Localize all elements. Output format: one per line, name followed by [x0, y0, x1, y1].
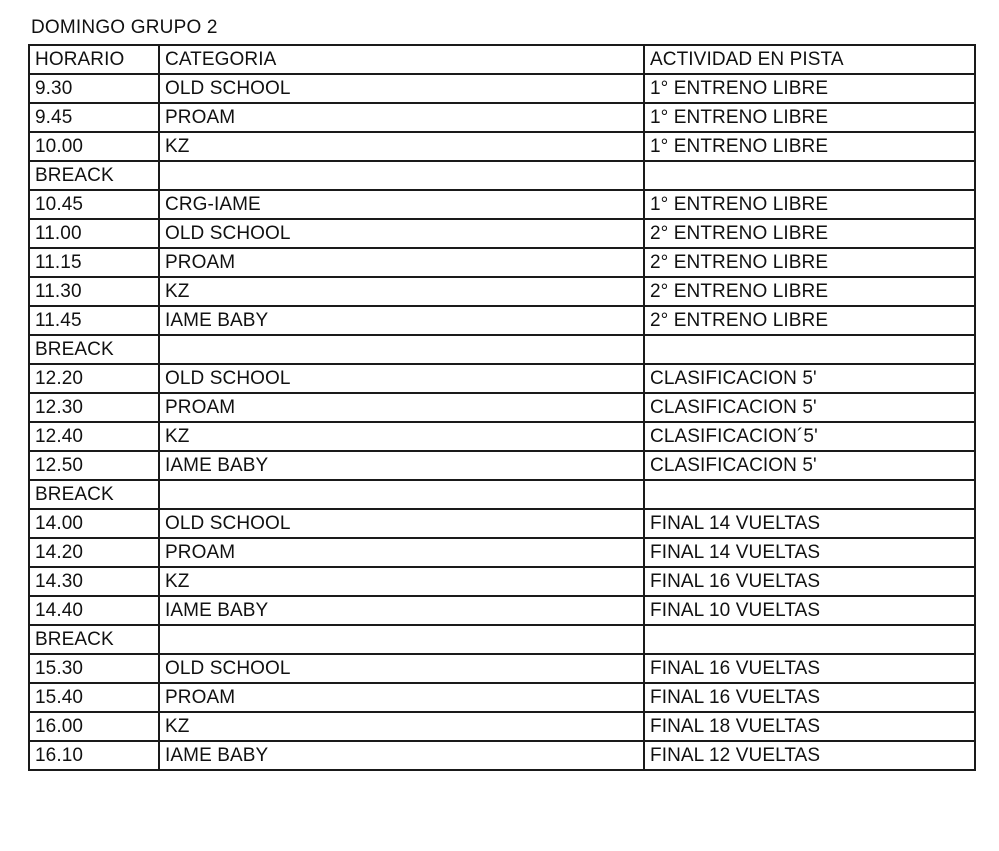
category-cell: PROAM	[159, 683, 644, 712]
activity-cell	[644, 625, 975, 654]
time-cell: 10.45	[29, 190, 159, 219]
time-cell: 11.00	[29, 219, 159, 248]
time-cell: 12.40	[29, 422, 159, 451]
time-cell: 11.45	[29, 306, 159, 335]
activity-cell: 1° ENTRENO LIBRE	[644, 132, 975, 161]
table-row	[29, 538, 975, 567]
table-row	[29, 219, 975, 248]
category-cell: OLD SCHOOL	[159, 74, 644, 103]
category-cell	[159, 335, 644, 364]
activity-cell: 2° ENTRENO LIBRE	[644, 277, 975, 306]
activity-cell: FINAL 14 VUELTAS	[644, 538, 975, 567]
header-cell-horario: HORARIO	[29, 45, 159, 74]
time-cell: 12.50	[29, 451, 159, 480]
time-cell: BREACK	[29, 161, 159, 190]
category-cell: KZ	[159, 277, 644, 306]
time-cell: 16.00	[29, 712, 159, 741]
table-row	[29, 306, 975, 335]
table-row	[29, 190, 975, 219]
time-cell: 14.30	[29, 567, 159, 596]
category-cell: IAME BABY	[159, 306, 644, 335]
category-cell: OLD SCHOOL	[159, 219, 644, 248]
time-cell: 10.00	[29, 132, 159, 161]
table-row	[29, 74, 975, 103]
table-row	[29, 451, 975, 480]
activity-cell: FINAL 12 VUELTAS	[644, 741, 975, 770]
category-cell: OLD SCHOOL	[159, 364, 644, 393]
category-cell: KZ	[159, 712, 644, 741]
activity-cell: 2° ENTRENO LIBRE	[644, 219, 975, 248]
activity-cell: CLASIFICACION´5'	[644, 422, 975, 451]
table-row	[29, 741, 975, 770]
table-row	[29, 393, 975, 422]
table-row	[29, 683, 975, 712]
time-cell: 11.15	[29, 248, 159, 277]
table-row	[29, 335, 975, 364]
activity-cell	[644, 335, 975, 364]
table-row	[29, 248, 975, 277]
activity-cell: 2° ENTRENO LIBRE	[644, 306, 975, 335]
table-row	[29, 161, 975, 190]
activity-cell: CLASIFICACION 5'	[644, 364, 975, 393]
time-cell: 14.00	[29, 509, 159, 538]
table-row	[29, 364, 975, 393]
table-row	[29, 567, 975, 596]
time-cell: 14.20	[29, 538, 159, 567]
activity-cell: 2° ENTRENO LIBRE	[644, 248, 975, 277]
activity-cell: 1° ENTRENO LIBRE	[644, 190, 975, 219]
activity-cell: CLASIFICACION 5'	[644, 451, 975, 480]
time-cell: BREACK	[29, 335, 159, 364]
table-row	[29, 625, 975, 654]
activity-cell: FINAL 16 VUELTAS	[644, 654, 975, 683]
time-cell: 12.30	[29, 393, 159, 422]
time-cell: 14.40	[29, 596, 159, 625]
category-cell: IAME BABY	[159, 596, 644, 625]
category-cell: IAME BABY	[159, 451, 644, 480]
category-cell: OLD SCHOOL	[159, 654, 644, 683]
schedule-table	[28, 44, 976, 771]
category-cell: PROAM	[159, 393, 644, 422]
activity-cell: 1° ENTRENO LIBRE	[644, 103, 975, 132]
time-cell: 16.10	[29, 741, 159, 770]
table-row	[29, 103, 975, 132]
header-cell-categoria: CATEGORIA	[159, 45, 644, 74]
table-row	[29, 132, 975, 161]
category-cell: IAME BABY	[159, 741, 644, 770]
time-cell: 15.40	[29, 683, 159, 712]
category-cell	[159, 480, 644, 509]
time-cell: 9.30	[29, 74, 159, 103]
category-cell	[159, 625, 644, 654]
schedule-body	[29, 45, 975, 770]
time-cell: 11.30	[29, 277, 159, 306]
category-cell: KZ	[159, 132, 644, 161]
table-row	[29, 509, 975, 538]
time-cell: 15.30	[29, 654, 159, 683]
header-cell-actividad: ACTIVIDAD EN PISTA	[644, 45, 975, 74]
category-cell: OLD SCHOOL	[159, 509, 644, 538]
table-row	[29, 277, 975, 306]
table-row	[29, 480, 975, 509]
category-cell	[159, 161, 644, 190]
activity-cell: FINAL 18 VUELTAS	[644, 712, 975, 741]
activity-cell: CLASIFICACION 5'	[644, 393, 975, 422]
time-cell: 9.45	[29, 103, 159, 132]
category-cell: CRG-IAME	[159, 190, 644, 219]
category-cell: PROAM	[159, 103, 644, 132]
activity-cell: 1° ENTRENO LIBRE	[644, 74, 975, 103]
category-cell: PROAM	[159, 248, 644, 277]
category-cell: KZ	[159, 422, 644, 451]
category-cell: KZ	[159, 567, 644, 596]
time-cell: 12.20	[29, 364, 159, 393]
activity-cell: FINAL 16 VUELTAS	[644, 683, 975, 712]
activity-cell: FINAL 16 VUELTAS	[644, 567, 975, 596]
table-row	[29, 654, 975, 683]
time-cell: BREACK	[29, 480, 159, 509]
table-row	[29, 596, 975, 625]
page-title: DOMINGO GRUPO 2	[31, 17, 218, 38]
activity-cell: FINAL 10 VUELTAS	[644, 596, 975, 625]
activity-cell	[644, 161, 975, 190]
table-row	[29, 712, 975, 741]
time-cell: BREACK	[29, 625, 159, 654]
category-cell: PROAM	[159, 538, 644, 567]
table-row	[29, 422, 975, 451]
header-row	[29, 45, 975, 74]
activity-cell	[644, 480, 975, 509]
activity-cell: FINAL 14 VUELTAS	[644, 509, 975, 538]
